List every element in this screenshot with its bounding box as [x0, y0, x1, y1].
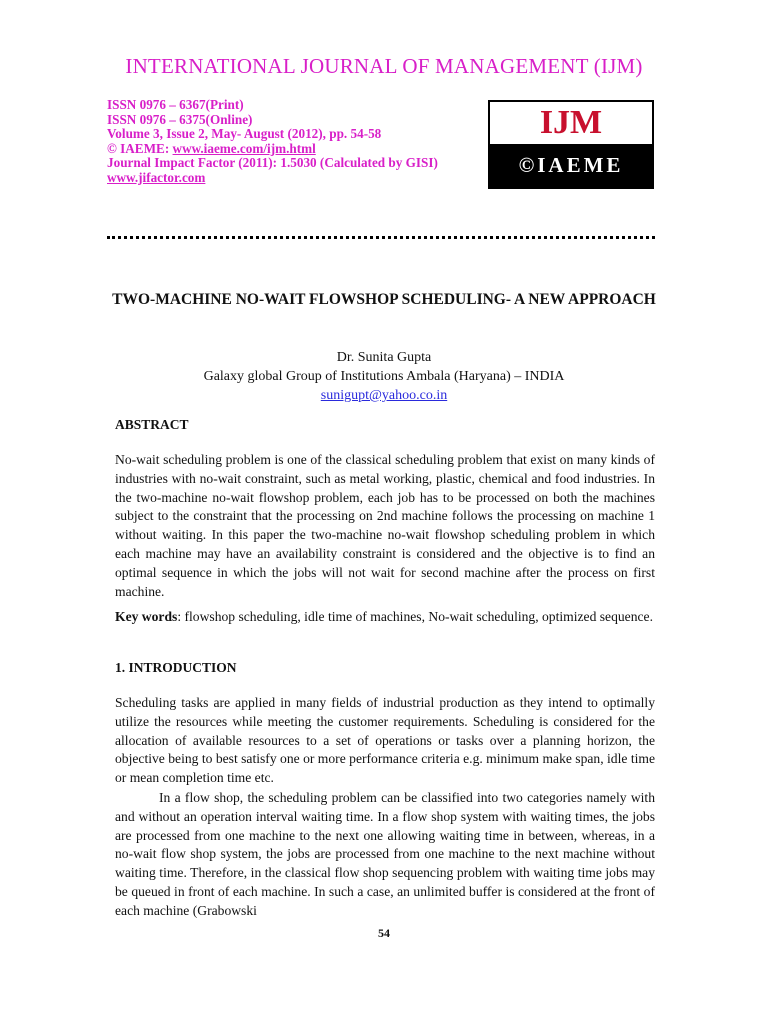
issn-print: ISSN 0976 – 6367(Print) [107, 97, 244, 112]
journal-logo [488, 100, 654, 189]
iaeme-line [107, 142, 438, 157]
paper-title: TWO-MACHINE NO-WAIT FLOWSHOP SCHEDULING- A NEW APPROACH [112, 291, 656, 308]
keywords-label: Key words [115, 609, 178, 624]
iaeme-prefix: © IAEME: [107, 140, 173, 156]
dotted-divider [107, 236, 655, 239]
issn-online: ISSN 0976 – 6375(Online) [107, 111, 253, 127]
jif-link[interactable]: www.jifactor.com [107, 169, 206, 185]
keywords-text: : flowshop scheduling, idle time of machines, No-wait scheduling, optimized sequence. [177, 609, 653, 624]
page-number: 54 [378, 926, 390, 940]
author-affiliation: Galaxy global Group of Institutions Ambala (Haryana) – INDIA [203, 369, 565, 384]
keywords-paragraph [115, 608, 655, 627]
intro-paragraph-2: In a flow shop, the scheduling problem can be classified into two categories namely with and without an operation interval waiting time. In a flow shop system with waiting times, the jobs are processed from one machine to the next one allowing waiting time in between, whereas, in a no-wait flow shop system, the jobs are processed from one machine to the next machine without waiting time. Therefore, in the classical flow shop sequencing problem with waiting time jobs may be queued in front of each machine. In such a case, an unlimited buffer is considered at the front of each machine (Grabowski [115, 790, 655, 918]
author-email-link[interactable]: sunigupt@yahoo.co.in [320, 388, 448, 403]
jif-line [107, 171, 438, 186]
abstract-heading: ABSTRACT [115, 417, 189, 432]
introduction-heading: 1. INTRODUCTION [115, 660, 237, 675]
journal-info [107, 98, 438, 186]
logo-ijm-text: IJM [539, 104, 603, 141]
abstract-text: No-wait scheduling problem is one of the classical scheduling problem that exist on many kinds of industries with no-wait constraint, such as metal working, plastic, chemical and food industries. In the two-machine no-wait flowshop problem, each job has to be processed on both the machines subject to the constraint that the processing on 2nd machine follows the processing on machine 1 without waiting. In this paper the two-machine no-wait flowshop scheduling problem in which each machine may have an availability constraint is considered and the objective is to find an optimal sequence in which the jobs will not wait for second machine after the process on first machine. [115, 452, 655, 599]
intro-paragraph-1: Scheduling tasks are applied in many fields of industrial production as they intend to optimally utilize the resources while meeting the customer requirements. Scheduling is considered for the allocation of available resources to a set of operations or tasks over a planning horizon, the objective being to best satisfy one or more performance criteria e.g. minimum make span, idle time or mean completion time etc. [115, 695, 655, 786]
author-block [0, 348, 768, 405]
volume-info: Volume 3, Issue 2, May- August (2012), pp. 54-58 [107, 126, 382, 142]
iaeme-link[interactable]: www.iaeme.com/ijm.html [172, 140, 316, 156]
impact-factor: Journal Impact Factor (2011): 1.5030 (Calculated by GISI) [107, 155, 438, 171]
journal-title: INTERNATIONAL JOURNAL OF MANAGEMENT (IJM) [125, 54, 643, 78]
author-name: Dr. Sunita Gupta [336, 350, 432, 365]
logo-iaeme-text: ©IAEME [490, 144, 652, 187]
